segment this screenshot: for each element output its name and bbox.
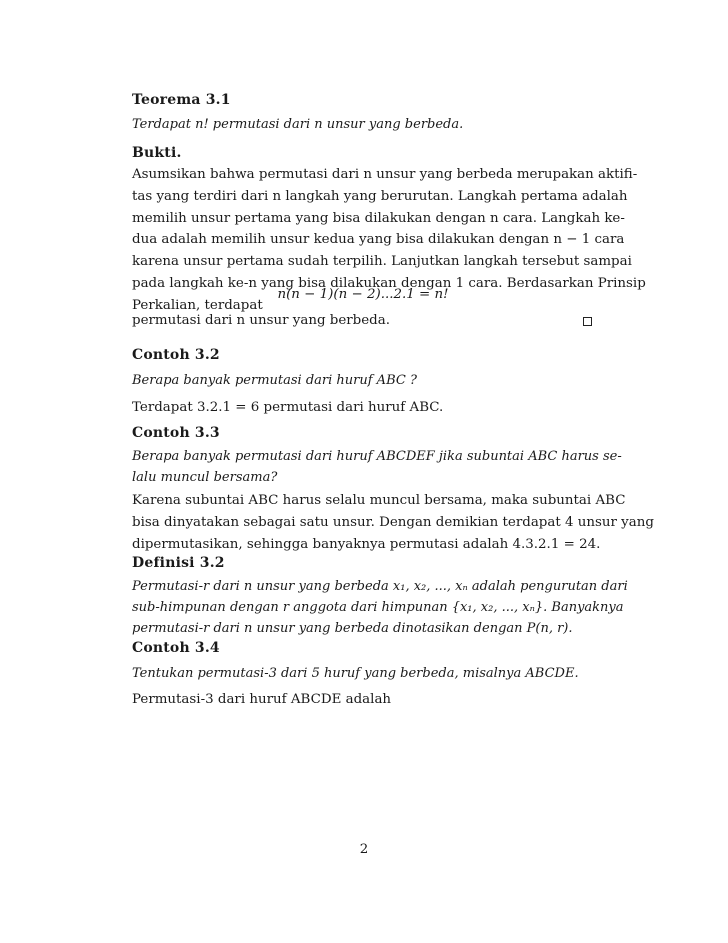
example-3-2-question: Berapa banyak permutasi dari huruf ABC ? <box>132 373 417 388</box>
example-3-4-answer: Permutasi-3 dari huruf ABCDE adalah <box>132 692 392 707</box>
proof-line: pada langkah ke-n yang bisa dilakukan dengan 1 cara. Berdasarkan Prinsip <box>132 275 646 291</box>
definition-line: sub-himpunan dengan r anggota dari himpunan {x₁, x₂, ..., xₙ}. Banyaknya <box>132 600 624 615</box>
example-3-2-heading: Contoh 3.2 <box>132 347 220 363</box>
proof-line: Asumsikan bahwa permutasi dari n unsur yang berbeda merupakan aktifi- <box>132 167 638 182</box>
example-3-4-heading: Contoh 3.4 <box>132 640 220 656</box>
answer-line: Karena subuntai ABC harus selalu muncul bersama, maka subuntai ABC <box>132 493 626 508</box>
question-line: lalu muncul bersama? <box>132 470 278 485</box>
example-3-3-heading: Contoh 3.3 <box>132 425 220 441</box>
proof-equation: n(n − 1)(n − 2)...2.1 = n! <box>277 287 449 302</box>
definition-line: permutasi-r dari n unsur yang berbeda dinotasikan dengan P(n, r). <box>132 621 573 636</box>
definition-line: Permutasi-r dari n unsur yang berbeda x₁, x₂, ..., xₙ adalah pengurutan dari <box>132 579 628 594</box>
example-3-2-answer: Terdapat 3.2.1 = 6 permutasi dari huruf ABC. <box>132 400 444 415</box>
definition-3-2-heading: Definisi 3.2 <box>132 555 225 571</box>
proof-line: dua adalah memilih unsur kedua yang bisa dilakukan dengan n − 1 cara <box>132 232 625 248</box>
answer-line: bisa dinyatakan sebagai satu unsur. Dengan demikian terdapat 4 unsur yang <box>132 514 654 530</box>
example-3-3-question <box>132 446 622 488</box>
answer-line: dipermutasikan, sehingga banyaknya permutasi adalah 4.3.2.1 = 24. <box>132 536 601 552</box>
proof-line: tas yang terdiri dari n langkah yang berurutan. Langkah pertama adalah <box>132 188 628 204</box>
proof-line: karena unsur pertama sudah terpilih. Lanjutkan langkah tersebut sampai <box>132 254 632 270</box>
qed-square-icon <box>583 317 592 326</box>
example-3-3-answer <box>132 490 654 555</box>
theorem-heading: Teorema 3.1 <box>132 92 231 108</box>
proof-line: Perkalian, terdapat <box>132 297 263 313</box>
page-number: 2 <box>359 842 369 857</box>
proof-heading: Bukti. <box>132 145 182 161</box>
proof-line: memilih unsur pertama yang bisa dilakukan dengan n cara. Langkah ke- <box>132 210 625 226</box>
proof-closing: permutasi dari n unsur yang berbeda. <box>132 313 390 328</box>
question-line: Berapa banyak permutasi dari huruf ABCDEF jika subuntai ABC harus se- <box>132 449 622 464</box>
definition-3-2-body <box>132 576 628 639</box>
example-3-4-question: Tentukan permutasi-3 dari 5 huruf yang berbeda, misalnya ABCDE. <box>132 666 579 681</box>
theorem-statement: Terdapat n! permutasi dari n unsur yang berbeda. <box>132 117 464 132</box>
